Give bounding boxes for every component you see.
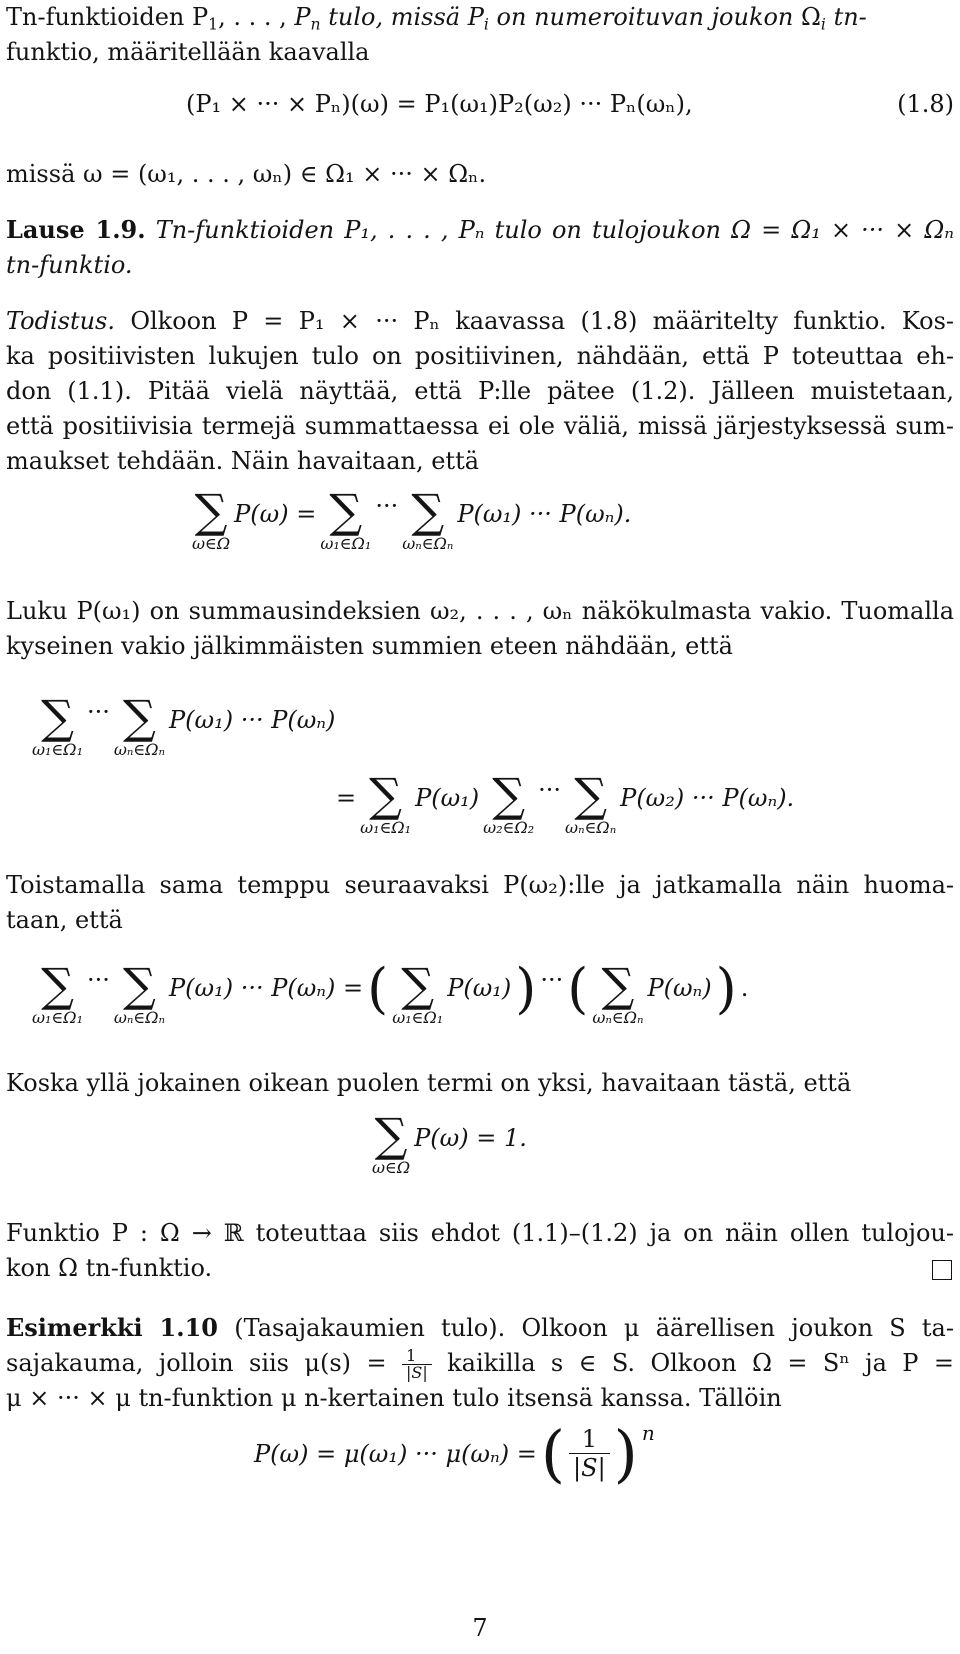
equation-label-1-8: (1.8) (897, 90, 954, 118)
paragraph-constant (6, 594, 954, 664)
example-line-2a: sajakauma, jolloin siis μ(s) = (6, 1349, 387, 1377)
paren-close: ) (715, 957, 737, 1020)
equation-uniform-product (254, 1416, 655, 1490)
paren-close: ) (613, 1416, 638, 1490)
proof-line-2: ka positiivisten lukujen tulo on positiivinen, nähdään, että P toteuttaa eh- (6, 342, 954, 370)
example-line-2b: kaikilla s ∈ S. Olkoon Ω = Sⁿ ja P = (447, 1349, 954, 1377)
para5-line-2: kon Ω tn-funktio. (6, 1254, 213, 1282)
eqB-dots: ··· (86, 698, 110, 726)
theorem-1-9 (6, 212, 954, 283)
eqB-row1-term: P(ω₁) ··· P(ωₙ) (169, 706, 336, 734)
eqE-lhs: P(ω) = μ(ω₁) ··· μ(ωₙ) = (254, 1439, 537, 1468)
eqC-dots-2: ··· (540, 966, 564, 994)
proof-line-1: Olkoon P = P₁ × ··· Pₙ kaavassa (1.8) määritelty funktio. Kos- (130, 307, 955, 335)
sum-symbol: ∑ ω₁∈Ω₁ (320, 484, 372, 553)
fraction-inline: $\frac{1}{|S|}$ (402, 1348, 432, 1381)
page-number: 7 (472, 1614, 488, 1642)
eqB-row2-p1: P(ω₁) (415, 784, 480, 812)
eqA-rhs: P(ω₁) ··· P(ωₙ). (457, 500, 632, 528)
eqB-equals: = (336, 784, 357, 812)
example-title-paren: (Tasajakaumien tulo). (234, 1314, 506, 1342)
para2-line-2: kyseinen vakio jälkimmäisten summien eteen nähdään, että (6, 632, 733, 660)
equation-b-row-2 (336, 768, 795, 838)
eqA-dots: ··· (375, 492, 399, 520)
intro-text-b: on numeroituvan joukon (496, 3, 794, 31)
proof-head: Todistus. (6, 307, 115, 335)
example-line-1: Olkoon μ äärellisen joukon S ta- (521, 1314, 954, 1342)
equation-b-row-1 (32, 690, 336, 760)
example-title: Esimerkki 1.10 (6, 1313, 218, 1342)
equation-product-of-sums (32, 957, 749, 1028)
eqC-dots: ··· (86, 966, 110, 994)
proof-line-4: että positiivisia termejä summattaessa ei ole väliä, missä järjestyksessä sum- (6, 412, 954, 440)
sum-symbol: ∑ ωₙ∈Ωₙ (592, 958, 644, 1027)
intro-text-em: tulo, missä (328, 3, 461, 31)
theorem-line-1: Tn-funktioiden P₁, . . . , Pₙ tulo on tulojoukon Ω = Ω₁ × ··· × Ωₙ (155, 216, 954, 244)
proof-line-5: maukset tehdään. Näin havaitaan, että (6, 447, 480, 475)
document-page (6, 0, 954, 1654)
fraction-display: $\frac{1}{|S|}$ (569, 1425, 610, 1482)
qed-square (932, 1260, 952, 1280)
sum-symbol: ∑ ω₁∈Ω₁ (32, 958, 83, 1027)
sum-symbol: ∑ ω∈Ω (192, 484, 231, 553)
example-1-10 (6, 1310, 954, 1416)
exponent-n: n (641, 1421, 655, 1445)
sum-symbol: ∑ ω₁∈Ω₁ (360, 768, 412, 837)
eqB-row2-tail: P(ω₂) ··· P(ωₙ). (620, 784, 795, 812)
eqD-text: P(ω) = 1. (414, 1124, 527, 1152)
paren-open: ( (367, 957, 389, 1020)
equation-1-8: (P₁ × ··· × Pₙ)(ω) = P₁(ω₁)P₂(ω₂) ··· Pₙ(ωₙ), (186, 90, 693, 118)
paren-open: ( (567, 957, 589, 1020)
proof-line-3: don (1.1). Pitää vielä näyttää, että P:lle pätee (1.2). Jälleen muistetaan, (6, 377, 954, 405)
paren-open: ( (540, 1416, 566, 1490)
sum-symbol: ∑ ω₁∈Ω₁ (392, 958, 444, 1027)
paragraph-repeat (6, 868, 954, 938)
example-line-3: μ × ··· × μ tn-funktion μ n-kertainen tulo itsensä kanssa. Tällöin (6, 1384, 782, 1412)
sum-symbol: ∑ ω₂∈Ω₂ (483, 768, 535, 837)
para2-line-1: Luku P(ω₁) on summausindeksien ω₂, . . . , ωₙ näkökulmasta vakio. Tuomalla (6, 597, 954, 625)
intro-line-2: funktio, määritellään kaavalla (6, 38, 370, 66)
intro-paragraph (6, 0, 954, 70)
sum-symbol: ∑ ω∈Ω (372, 1108, 411, 1177)
paragraph-final (6, 1216, 954, 1286)
where-line: missä ω = (ω₁, . . . , ωₙ) ∈ Ω₁ × ··· × Ωₙ. (6, 160, 487, 188)
para5-line-1: Funktio P : Ω → ℝ toteuttaa siis ehdot (1.1)–(1.2) ja on näin ollen tulojou- (6, 1219, 954, 1247)
equation-sum-equals-one (372, 1108, 527, 1178)
eqC-pn: P(ωₙ) (647, 974, 712, 1002)
eqC-lhs: P(ω₁) ··· P(ωₙ) = (169, 974, 364, 1002)
sum-symbol: ∑ ωₙ∈Ωₙ (402, 484, 454, 553)
eqA-lhs: P(ω) = (234, 500, 317, 528)
para3-line-2: taan, että (6, 906, 123, 934)
sum-symbol: ∑ ω₁∈Ω₁ (32, 690, 83, 759)
sum-symbol: ∑ ωₙ∈Ωₙ (113, 958, 165, 1027)
paren-close: ) (515, 957, 537, 1020)
para3-line-1: Toistamalla sama temppu seuraavaksi P(ω₂):lle ja jatkamalla näin huoma- (6, 871, 954, 899)
intro-text-c: tn- (833, 3, 867, 31)
sum-symbol: ∑ ωₙ∈Ωₙ (565, 768, 617, 837)
proof-paragraph (6, 304, 954, 479)
intro-line-1: Tn-funktioiden $P_1$, . . . , $P_n$ tulo, missä $P_i$ on numeroituvan joukon $\Omega_i$ tn- (6, 3, 867, 34)
eqC-p1: P(ω₁) (447, 974, 512, 1002)
theorem-title: Lause 1.9. (6, 215, 146, 244)
intro-text-a: Tn-funktioiden P (6, 3, 209, 31)
eqC-end: . (740, 974, 749, 1002)
paragraph-conclusion: Koska yllä jokainen oikean puolen termi on yksi, havaitaan tästä, että (6, 1069, 852, 1097)
sum-symbol: ∑ ωₙ∈Ωₙ (113, 690, 165, 759)
equation-sum-split (192, 484, 632, 554)
theorem-line-2: tn-funktio. (6, 251, 133, 279)
eqB-row2-dots: ··· (538, 776, 562, 804)
